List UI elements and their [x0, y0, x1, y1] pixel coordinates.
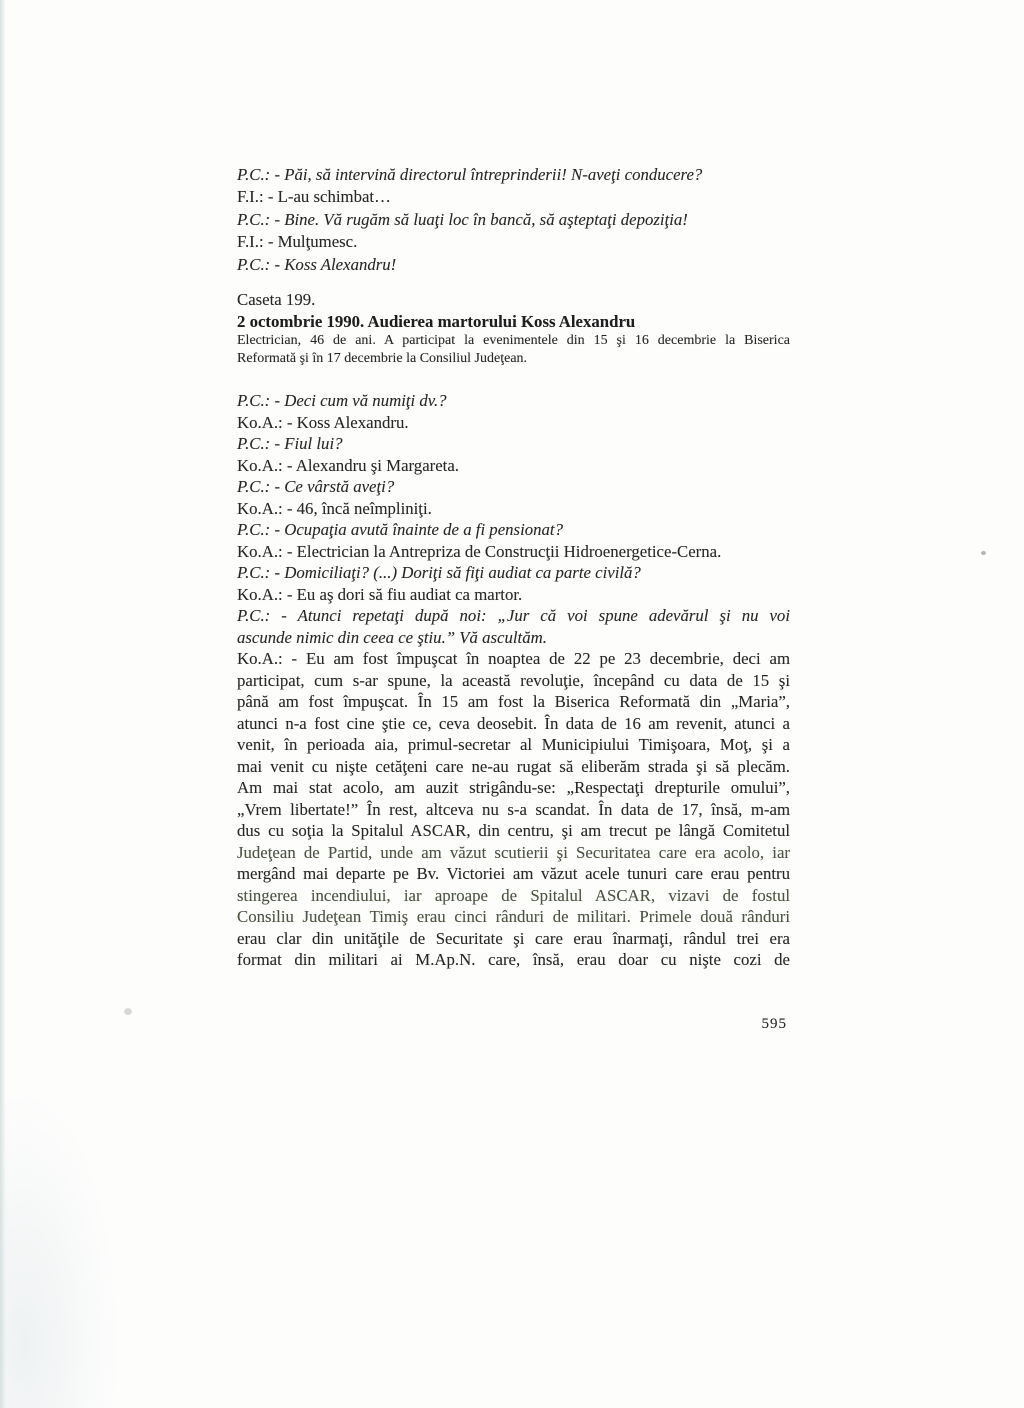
dialogue-line: P.C.: - Ce vârstă aveţi?: [237, 477, 395, 497]
description-line: Electrician, 46 de ani. A participat la evenimentele din 15 şi 16 decembrie la Biserica: [237, 333, 790, 349]
text-block: [237, 0, 790, 1035]
testimony-line: stingerea incendiului, iar aproape de Spitalul ASCAR, vizavi de fostul: [237, 885, 790, 905]
dialogue-line: Ko.A.: - 46, încă neîmpliniţi.: [237, 498, 432, 518]
dialogue-line: Ko.A.: - Eu aş dori să fiu audiat ca martor.: [237, 584, 523, 604]
caseta-label: Caseta 199.: [237, 290, 316, 310]
dialogue-line: P.C.: - Fiul lui?: [237, 434, 343, 454]
section-description: [237, 332, 790, 368]
testimony-line: participat, cum s-ar spune, la această revoluţie, începând cu data de 15 şi: [237, 670, 790, 690]
interview-dialogue: [237, 390, 790, 648]
testimony-line: Ko.A.: - Eu am fost împuşcat în noaptea de 22 pe 23 decembrie, deci am: [237, 649, 790, 669]
dialogue-line: P.C.: - Atunci repetaţi după noi: „Jur că voi spune adevărul şi nu voi: [237, 606, 790, 626]
dialogue-line: P.C.: - Păi, să intervină directorul întreprinderii! N-aveţi conducere?: [237, 165, 703, 184]
dialogue-line: Ko.A.: - Koss Alexandru.: [237, 412, 409, 432]
testimony-line: dus cu soţia la Spitalul ASCAR, din centru, şi am trecut pe lângă Comitetul: [237, 821, 790, 841]
dialogue-line: Ko.A.: - Electrician la Antrepriza de Construcţii Hidroenergetice-Cerna.: [237, 541, 722, 561]
dialogue-line: P.C.: - Koss Alexandru!: [237, 254, 397, 274]
dialogue-line: ascunde nimic din ceea ce ştiu.” Vă ascultăm.: [237, 627, 547, 647]
dialogue-line: P.C.: - Bine. Vă rugăm să luaţi loc în bancă, să aşteptaţi depoziţia!: [237, 209, 688, 229]
dialogue-line: P.C.: - Deci cum vă numiţi dv.?: [237, 391, 447, 411]
description-line: Reformată şi în 17 decembrie la Consiliul Judeţean.: [237, 351, 528, 367]
dialogue-line: F.I.: - L-au schimbat…: [237, 187, 391, 207]
testimony-paragraph: [237, 648, 790, 971]
testimony-line: mergând mai departe pe Bv. Victoriei am văzut acele tunuri care erau pentru: [237, 864, 790, 884]
testimony-line: mai venit cu nişte cetăţeni care ne-au rugat să eliberăm strada şi să plecăm.: [237, 756, 790, 776]
dialogue-line: F.I.: - Mulţumesc.: [237, 232, 358, 252]
testimony-line: „Vrem libertate!” În rest, altceva nu s-a scandat. În data de 17, însă, m-am: [237, 799, 790, 819]
intro-dialogue: [237, 164, 790, 276]
testimony-line: până am fost împuşcat. În 15 am fost la Biserica Reformată din „Maria”,: [237, 692, 790, 712]
scan-speck: [124, 1008, 132, 1015]
dialogue-line: Ko.A.: - Alexandru şi Margareta.: [237, 455, 459, 475]
page-number: 595: [761, 1015, 787, 1032]
testimony-line: venit, în perioada aia, primul-secretar al Municipiului Timişoara, Moţ, şi a: [237, 735, 790, 755]
testimony-line: format din militari ai M.Ap.N. care, însă, erau doar cu nişte cozi de: [237, 950, 790, 970]
testimony-line: Consiliu Judeţean Timiş erau cinci rânduri de militari. Primele două rânduri: [237, 907, 790, 927]
scan-edge-shading: [0, 0, 6, 1408]
testimony-line: erau clar din unităţile de Securitate şi care erau înarmaţi, rândul trei era: [237, 928, 790, 948]
testimony-line: atunci n-a fost cine ştie ce, ceva deosebit. În data de 16 am revenit, atunci a: [237, 713, 790, 733]
scan-speck: [981, 551, 986, 555]
dialogue-line: P.C.: - Domiciliaţi? (...) Doriţi să fiţi audiat ca parte civilă?: [237, 563, 641, 583]
section-heading: 2 octombrie 1990. Audierea martorului Koss Alexandru: [237, 311, 636, 331]
scan-corner-shading: [0, 1088, 120, 1408]
testimony-line: Judeţean de Partid, unde am văzut scutierii şi Securitatea care era acolo, iar: [237, 842, 790, 862]
testimony-line: Am mai stat acolo, am auzit strigându-se: „Respectaţi drepturile omului”,: [237, 778, 790, 798]
dialogue-line: P.C.: - Ocupaţia avută înainte de a fi pensionat?: [237, 520, 563, 540]
